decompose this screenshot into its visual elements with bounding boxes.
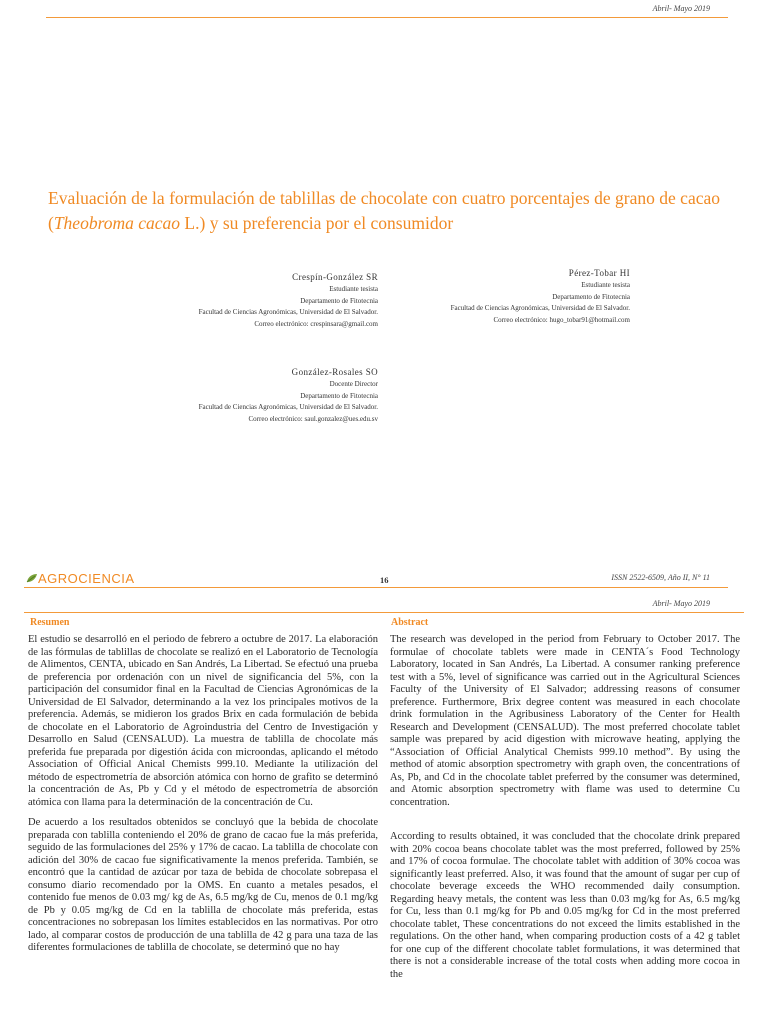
- author-block-3: [78, 365, 378, 425]
- resumen-paragraph-1: El estudio se desarrolló en el periodo de febrero a octubre de 2017. La elaboración de las fórmulas de tablillas de chocolate se realizó en el Laboratorio de Tecnología de Alimentos, CENTA, ubicado en San Andrés, La Libertad. Se efectuó una prueba de preferencia por ordenación con un nivel de significancia del 5%, con la participación del consumidor final en la Facultad de Ciencias Agronómicas de la Universidad de El Salvador, determinando a la vez los principales motivos de la preferencia. Además, se midieron los grados Brix en cada formulación de bebida de chocolate en el Laboratorio de Agroindustria del Centro de Investigación y Desarrollo en Salud (CENSALUD). La muestra de tablilla de chocolate más preferida fue preparada por digestión ácida con microondas, aplicando el método Association of Official Anical Chemists 999.10. Mediante la utilización del método de espectrometría de absorción atómica con horno de grafito se determinó la concentración de As, Pb y Cd y el método de espectrometría de absorción atómica con llama para la determinación de la concentración de Cu.: [28, 634, 378, 808]
- author-name: Pérez-Tobar HI: [568, 268, 630, 278]
- page2-header-date: Abril- Mayo 2019: [652, 599, 710, 608]
- author-faculty: Facultad de Ciencias Agronómicas, Universidad de El Salvador.: [198, 308, 378, 316]
- author-role: Estudiante tesista: [581, 281, 630, 289]
- header-date: Abril- Mayo 2019: [652, 4, 710, 13]
- author-dept: Departamento de Fitotecnia: [552, 292, 630, 301]
- author-faculty: Facultad de Ciencias Agronómicas, Universidad de El Salvador.: [198, 403, 378, 411]
- author-dept: Departamento de Fitotecnia: [300, 391, 378, 400]
- author-block-2: [330, 266, 630, 326]
- resumen-body: [28, 634, 378, 963]
- author-role: Estudiante tesista: [329, 285, 378, 293]
- footer-rule: [24, 587, 728, 588]
- resumen-heading: Resumen: [30, 617, 70, 628]
- journal-logo-text: AGROCIENCIA: [38, 571, 135, 586]
- header-rule: [46, 17, 728, 18]
- page2-header-rule: [24, 612, 744, 613]
- abstract-heading: Abstract: [391, 617, 429, 628]
- issn-line: ISSN 2522-6509, Año II, N° 11: [611, 573, 710, 582]
- author-name: González-Rosales SO: [291, 367, 378, 377]
- resumen-paragraph-2: De acuerdo a los resultados obtenidos se concluyó que la bebida de chocolate preparada con tablilla conteniendo el 20% de grano de cacao fue la más preferida, seguido de las formulaciones del 25% y 17% de cacao. La tablilla de chocolate con adición del 30% de cacao fue significativamente la menos preferida. También, se encontró que la cantidad de azúcar por taza de bebida de chocolate sobrepasa el consumo diario recomendado por la OMS. En cuanto a metales pesados, el contenido fue menos de 0.03 mg/ kg de As, 6.5 mg/kg de Cu, menos de 0.1 mg/kg de Pb y 0.05 mg/kg de Cd en la tablilla de chocolate más preferida, estas concentraciones no sobrepasan los límites establecidos en las normativas. Por otro lado, al comparar costos de producción de una tablilla de 42 g para una taza de las diferentes formulaciones de tablilla de chocolate, se determinó que no hay: [28, 817, 378, 953]
- author-email: Correo electrónico: hugo_tobar91@hotmail.com: [493, 315, 630, 324]
- abstract-paragraph-1: The research was developed in the period from February to October 2017. The formulae of chocolate tablets were made in CENTA´s Food Technology Laboratory, located in San Andrés, La Libertad. A consumer ranking preference test with a 5%, level of significance was carried out in the Agricultural Sciences Faculty of the University of El Salvador; addressing reasons of consumer preference. Furthermore, Brix degree content was measured in each chocolate drink formulation in the Agribusiness Laboratory of the Center for Health Research and Development (CENSALUD). The most preferred chocolate tablet sample was prepared by acid digestion with microwave heating, applying the “Association of Official Analytical Chemists 999.10 method”. By using the method of atomic absorption spectrometry with graph oven, the concentrations of As, Pb, and Cd in the chocolate tablet preferred by the consumer was determined, and Atomic absorption spectrometry with flame was used to determine Cu concentration.: [390, 634, 740, 808]
- author-role: Docente Director: [329, 380, 378, 388]
- page-number: 16: [380, 575, 389, 585]
- abstract-body: [390, 634, 740, 989]
- journal-logo: [26, 571, 135, 586]
- title-text-2: L.) y su preferencia por el consumidor: [180, 213, 454, 233]
- leaf-logo-icon: [26, 573, 38, 583]
- article-title: [48, 186, 720, 236]
- author-dept: Departamento de Fitotecnia: [300, 296, 378, 305]
- author-faculty: Facultad de Ciencias Agronómicas, Universidad de El Salvador.: [450, 304, 630, 312]
- author-name: Crespín-González SR: [292, 272, 378, 282]
- title-species: Theobroma cacao: [53, 213, 181, 233]
- author-email: Correo electrónico: saul.gonzalez@ues.edu.sv: [248, 414, 378, 423]
- title-text-1: Evaluación de la formulación de tablillas de chocolate con cuatro porcentajes de grano de cacao (: [48, 188, 720, 233]
- author-email: Correo electrónico: crespinsara@gmail.com: [254, 319, 378, 328]
- abstract-paragraph-2: According to results obtained, it was concluded that the chocolate drink prepared with 20% cocoa beans chocolate tablet was the most preferred, followed by 25% and 17% of cocoa formulae. The chocolate tablet with addition of 30% cocoa was significantly least preferred. Also, it was found that the amount of sugar per cup of chocolate beverage exceeds the WHO recommended daily consumption. Regarding heavy metals, the content was less than 0.03 mg/kg for As, 6.5 mg/kg for Cu, less than 0.1 mg/kg for Pb and 0.05 mg/kg for Cd in the most preferred chocolate tablet, These concentrations do not exceed the limits established in the regulations. On the other hand, when comparing production costs of a 42 g tablet for one cup of the different chocolate tablet formulations, it was determined that there is not a considerable increase of the total costs when adding more cocoa in the: [390, 831, 740, 980]
